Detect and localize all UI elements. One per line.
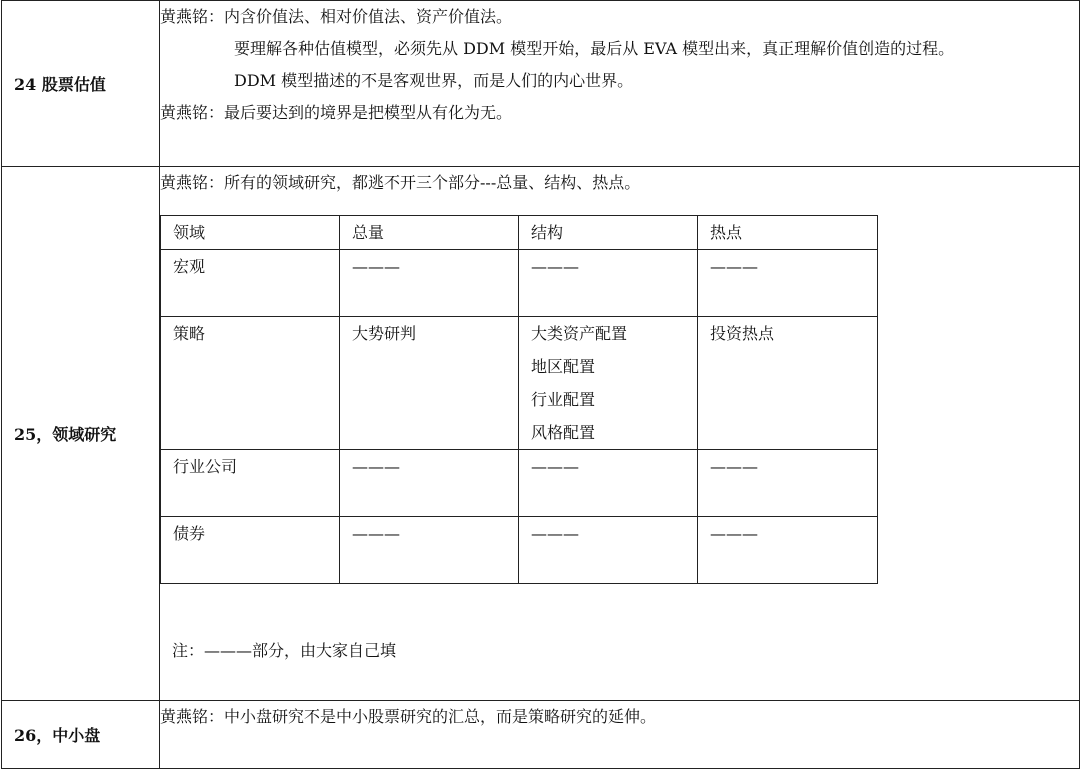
- notes-table: [1, 0, 1080, 769]
- table-cell: 投资热点: [698, 317, 878, 450]
- table-cell: ———: [519, 250, 698, 317]
- table-row: [161, 317, 878, 450]
- table-cell: ———: [519, 450, 698, 517]
- column-header: 热点: [698, 216, 878, 250]
- table-cell: ———: [340, 517, 519, 584]
- table-cell: [519, 317, 698, 450]
- text-line: 黄燕铭：最后要达到的境界是把模型从有化为无。: [160, 103, 513, 122]
- column-header: 总量: [340, 216, 519, 250]
- section-label: 25，领域研究: [2, 167, 160, 701]
- cell-line: 行业配置: [531, 390, 596, 409]
- section-label: 24 股票估值: [2, 1, 160, 167]
- cell-line: 大类资产配置: [531, 324, 628, 343]
- table-row: [161, 250, 878, 317]
- table-cell: ———: [698, 517, 878, 584]
- section-row: [2, 701, 1080, 769]
- table-cell: 策略: [161, 317, 340, 450]
- cell-line: 地区配置: [531, 357, 596, 376]
- text-line: 要理解各种估值模型，必须先从 DDM 模型开始，最后从 EVA 模型出来，真正理解价值创造的过程。: [234, 39, 955, 58]
- section-content: [160, 701, 1080, 769]
- table-header-row: [161, 216, 878, 250]
- table-cell: 行业公司: [161, 450, 340, 517]
- table-cell: 债券: [161, 517, 340, 584]
- section-label: 26，中小盘: [2, 701, 160, 769]
- table-cell: ———: [340, 250, 519, 317]
- table-cell: ———: [698, 450, 878, 517]
- section-row: [2, 167, 1080, 701]
- text-line: 黄燕铭：所有的领域研究，都逃不开三个部分---总量、结构、热点。: [160, 173, 641, 192]
- table-cell: 大势研判: [340, 317, 519, 450]
- column-header: 结构: [519, 216, 698, 250]
- table-cell: ———: [340, 450, 519, 517]
- table-cell: ———: [698, 250, 878, 317]
- text-line: DDM 模型描述的不是客观世界，而是人们的内心世界。: [234, 71, 634, 90]
- text-line: 黄燕铭：中小盘研究不是中小股票研究的汇总，而是策略研究的延伸。: [160, 707, 657, 726]
- section-content: [160, 1, 1080, 167]
- section-content: [160, 167, 1080, 701]
- table-cell: ———: [519, 517, 698, 584]
- table-row: [161, 517, 878, 584]
- table-row: [161, 450, 878, 517]
- table-note: 注：———部分，由大家自己填: [172, 641, 397, 660]
- column-header: 领域: [161, 216, 340, 250]
- table-cell: 宏观: [161, 250, 340, 317]
- cell-line: 风格配置: [531, 423, 596, 442]
- domain-research-table: [160, 215, 878, 584]
- text-line: 黄燕铭：内含价值法、相对价值法、资产价值法。: [160, 7, 513, 26]
- section-row: [2, 1, 1080, 167]
